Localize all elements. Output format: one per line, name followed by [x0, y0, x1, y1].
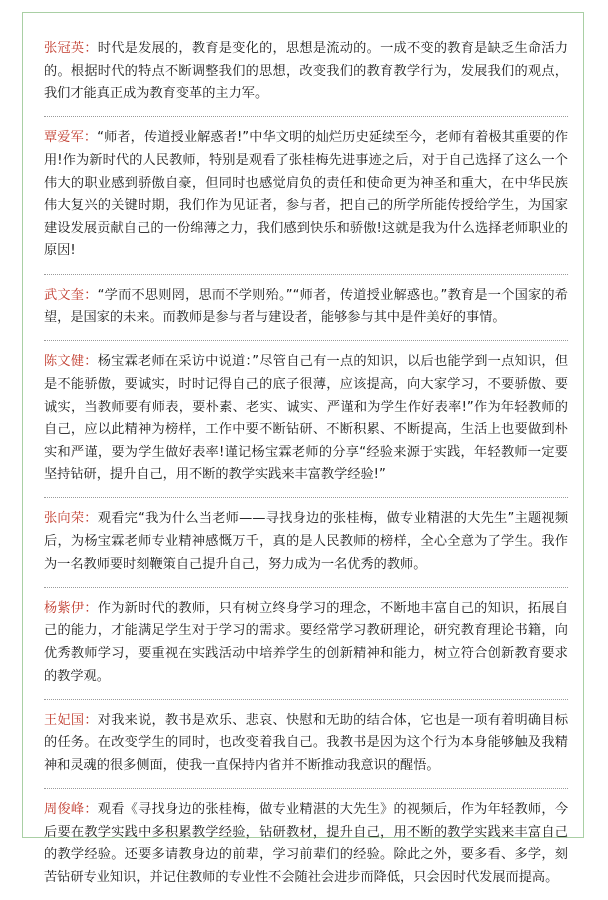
comments-list [44, 38, 568, 900]
comment-text: “师者，传道授业解惑者!”中华文明的灿烂历史延续至今，老师有着极其重要的作用!作为新时代的人民教师，特别是观看了张桂梅先进事迹之后，对于自己选择了这么一个伟大的职业感到骄傲自豪，但同时也感觉肩负的责任和使命更为神圣和重大，在中华民族伟大复兴的关键时期，我们作为见证者，参与者，把自己的所学所能传授给学生，为国家建设发展贡献自己的一份绵薄之力，我们感到快乐和骄傲!这就是我为什么选择老师职业的原因! [44, 130, 569, 259]
comment-entry: 王妃国：对我来说，教书是欢乐、悲哀、快慰和无助的结合体，它也是一项有着明确目标的任务。在改变学生的同时，也改变着我自己。我教书是因为这个行为本身能够触及我精神和灵魂的很多侧面，使我一直保持内省并不断推动我意识的醒悟。 [44, 712, 569, 773]
comment-entry: 覃爱军：“师者，传道授业解惑者!”中华文明的灿烂历史延续至今，老师有着极其重要的作用!作为新时代的人民教师，特别是观看了张桂梅先进事迹之后，对于自己选择了这么一个伟大的职业感到骄傲自豪，但同时也感觉肩负的责任和使命更为神圣和重大，在中华民族伟大复兴的关键时期，我们作为见证者，参与者，把自己的所学所能传授给学生，为国家建设发展贡献自己的一份绵薄之力，我们感到快乐和骄傲!这就是我为什么选择老师职业的原因! [44, 130, 569, 259]
comment-text: 作为新时代的教师，只有树立终身学习的理念，不断地丰富自己的知识，拓展自己的能力，才能满足学生对于学习的需求。要经常学习教研理论，研究教育理论书籍，向优秀教师学习，要重视在实践活动中培养学生的创新精神和能力，树立符合创新教育要求的教学观。 [44, 600, 569, 684]
divider [44, 116, 568, 117]
comment-entry: 张向荣：观看完“我为什么当老师——寻找身边的张桂梅，做专业精湛的大先生”主题视频后，为杨宝霖老师专业精神感慨万千，真的是人民教师的榜样，全心全意为了学生。我作为一名教师要时刻鞭策自己提升自己，努力成为一名优秀的教师。 [44, 511, 569, 572]
comment-text: 时代是发展的，教育是变化的，思想是流动的。一成不变的教育是缺乏生命活力的。根据时代的特点不断调整我们的思想，改变我们的教育教学行为，发展我们的观点，我们才能真正成为教育变革的主力军。 [44, 41, 569, 102]
author-name: 王妃国 [44, 712, 85, 728]
comment-text: “学而不思则罔，思而不学则殆。”“师者，传道授业解惑也。”教育是一个国家的希望，是国家的未来。而教师是参与者与建设者，能够参与其中是件美好的事情。 [44, 287, 568, 326]
divider [44, 788, 568, 789]
divider [44, 497, 568, 498]
comment-entry: 张冠英：时代是发展的，教育是变化的，思想是流动的。一成不变的教育是缺乏生命活力的。根据时代的特点不断调整我们的思想，改变我们的教育教学行为，发展我们的观点，我们才能真正成为教育变革的主力军。 [44, 41, 569, 102]
author-name: 陈文健 [44, 354, 85, 370]
comment-text: 杨宝霖老师在采访中说道：”尽管自己有一点的知识，以后也能学到一点知识，但是不能骄傲，要诚实，时时记得自己的底子很薄，应该提高，向大家学习，不要骄傲、要诚实，当教师要有师表，要朴素、老实、诚实、严谨和为学生作好表率!”作为年轻教师的自己，应以此精神为榜样，工作中要不断钻研、不断积累、不断提高，生活上也要做到朴实和严谨，要为学生做好表率!谨记杨宝霖老师的分享“经验来源于实践，年轻教师一定要坚持钻研，提升自己，用不断的教学实践来丰富教学经验!” [44, 354, 569, 483]
author-name: 武文奎 [44, 287, 85, 303]
author-name: 张向荣 [44, 511, 85, 527]
comment-entry: 杨紫伊：作为新时代的教师，只有树立终身学习的理念，不断地丰富自己的知识，拓展自己的能力，才能满足学生对于学习的需求。要经常学习教研理论，研究教育理论书籍，向优秀教师学习，要重视在实践活动中培养学生的创新精神和能力，树立符合创新教育要求的教学观。 [44, 600, 569, 684]
divider [44, 587, 568, 588]
comment-text: 观看完“我为什么当老师——寻找身边的张桂梅，做专业精湛的大先生”主题视频后，为杨宝霖老师专业精神感慨万千，真的是人民教师的榜样，全心全意为了学生。我作为一名教师要时刻鞭策自己提升自己，努力成为一名优秀的教师。 [44, 511, 569, 572]
author-name: 覃爱军 [44, 130, 84, 146]
comment-entry: 周俊峰：观看《寻找身边的张桂梅，做专业精湛的大先生》的视频后，作为年轻教师，今后要在教学实践中多积累教学经验，钻研教材，提升自己，用不断的教学实践来丰富自己的教学经验。还要多请教身边的前辈，学习前辈们的经验。除此之外，要多看、多学，刻苦钻研专业知识，并记住教师的专业性不会随社会进步而降低，只会因时代发展而提高。 [44, 802, 569, 885]
divider [44, 274, 568, 275]
comment-text: 观看《寻找身边的张桂梅，做专业精湛的大先生》的视频后，作为年轻教师，今后要在教学实践中多积累教学经验，钻研教材，提升自己，用不断的教学实践来丰富自己的教学经验。还要多请教身边的前辈，学习前辈们的经验。除此之外，要多看、多学，刻苦钻研专业知识，并记住教师的专业性不会随社会进步而降低，只会因时代发展而提高。 [44, 802, 569, 885]
comment-text: 对我来说，教书是欢乐、悲哀、快慰和无助的结合体，它也是一项有着明确目标的任务。在改变学生的同时，也改变着我自己。我教书是因为这个行为本身能够触及我精神和灵魂的很多侧面，使我一直保持内省并不断推动我意识的醒悟。 [44, 712, 569, 773]
comment-entry: 陈文健：杨宝霖老师在采访中说道：”尽管自己有一点的知识，以后也能学到一点知识，但是不能骄傲，要诚实，时时记得自己的底子很薄，应该提高，向大家学习，不要骄傲、要诚实，当教师要有师表，要朴素、老实、诚实、严谨和为学生作好表率!”作为年轻教师的自己，应以此精神为榜样，工作中要不断钻研、不断积累、不断提高，生活上也要做到朴实和严谨，要为学生做好表率!谨记杨宝霖老师的分享“经验来源于实践，年轻教师一定要坚持钻研，提升自己，用不断的教学实践来丰富教学经验!” [44, 354, 569, 483]
author-name: 杨紫伊 [44, 600, 85, 616]
author-name: 张冠英 [44, 41, 85, 56]
comment-entry: 武文奎：“学而不思则罔，思而不学则殆。”“师者，传道授业解惑也。”教育是一个国家的希望，是国家的未来。而教师是参与者与建设者，能够参与其中是件美好的事情。 [44, 287, 568, 326]
divider [44, 340, 568, 341]
divider [44, 699, 568, 700]
author-name: 周俊峰 [44, 802, 85, 818]
